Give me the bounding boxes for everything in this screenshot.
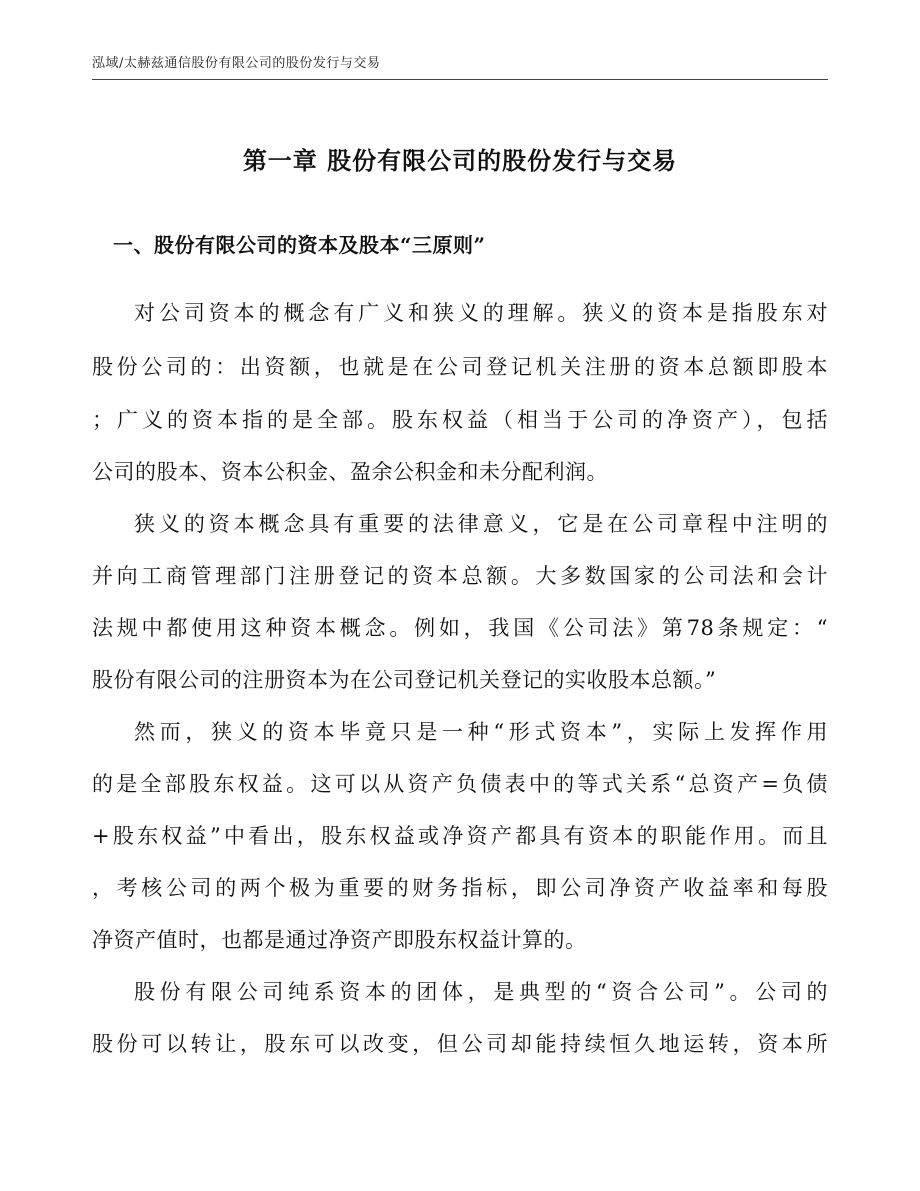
paragraph-line: 股份有限公司的注册资本为在公司登记机关登记的实收股本总额。” — [92, 668, 717, 692]
paragraph-line: 然而，狭义的资本毕竟只是一种“形式资本”，实际上发挥作用 — [134, 720, 828, 744]
paragraph-line: 股份可以转让，股东可以改变，但公司却能持续恒久地运转，资本所 — [92, 1032, 828, 1056]
paragraph-line: 法规中都使用这种资本概念。例如，我国《公司法》第78条规定：“ — [92, 616, 828, 640]
paragraph-line: 净资产值时，也都是通过净资产即股东权益计算的。 — [92, 928, 587, 952]
paragraph-line: 股份有限公司纯系资本的团体，是典型的“资合公司”。公司的 — [134, 980, 828, 1004]
paragraph-line: 公司的股本、资本公积金、盈余公积金和未分配利润。 — [92, 460, 608, 484]
paragraph-line: ；广义的资本指的是全部。股东权益（相当于公司的净资产），包括 — [92, 408, 828, 432]
paragraph-line: 对公司资本的概念有广义和狭义的理解。狭义的资本是指股东对 — [134, 301, 828, 325]
paragraph-line: +股东权益”中看出，股东权益或净资产都具有资本的职能作用。而且 — [92, 824, 828, 848]
paragraph-line: 狭义的资本概念具有重要的法律意义，它是在公司章程中注明的 — [134, 512, 828, 536]
running-header: 泓域/太赫兹通信股份有限公司的股份发行与交易 — [92, 56, 381, 71]
section-heading: 一、股份有限公司的资本及股本“三原则” — [113, 233, 486, 257]
paragraph-line: 的是全部股东权益。这可以从资产负债表中的等式关系“总资产=负债 — [92, 772, 828, 796]
header-divider — [92, 79, 828, 80]
paragraph-line: 股份公司的：出资额，也就是在公司登记机关注册的资本总额即股本 — [92, 355, 828, 379]
paragraph-line: 并向工商管理部门注册登记的资本总额。大多数国家的公司法和会计 — [92, 564, 828, 588]
chapter-title: 第一章 股份有限公司的股份发行与交易 — [242, 146, 678, 175]
paragraph-line: ，考核公司的两个极为重要的财务指标，即公司净资产收益率和每股 — [92, 876, 828, 900]
